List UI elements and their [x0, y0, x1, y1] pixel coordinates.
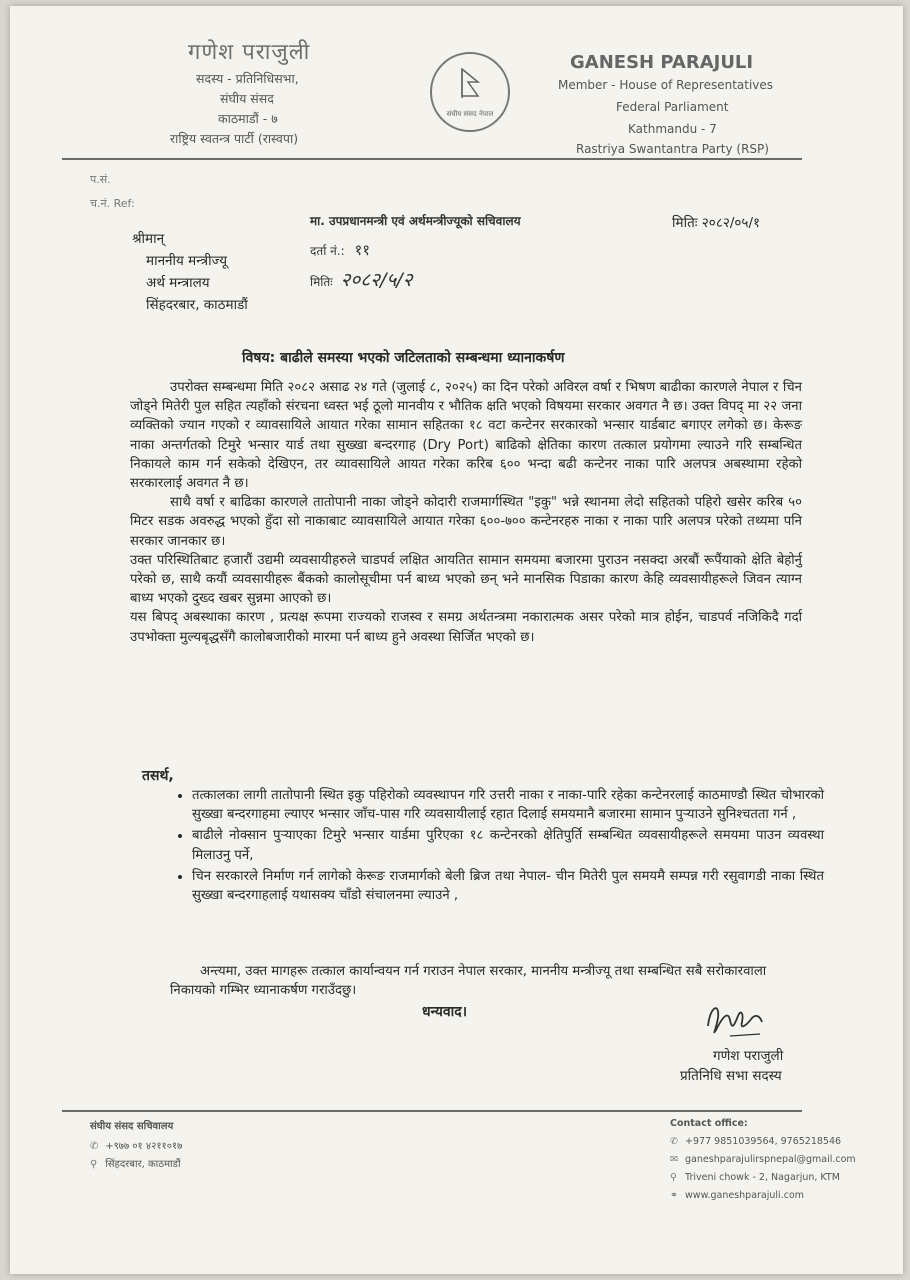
- recipient-line: अर्थ मन्त्रालय: [146, 275, 210, 291]
- letter-body: [130, 378, 802, 647]
- letterhead-nepali-line: संघीय संसद: [220, 91, 274, 106]
- footer-phone-text: +९७७ ०१ ४२११०१७: [105, 1141, 183, 1152]
- contact-email-text: ganeshparajulirspnepal@gmail.com: [685, 1154, 856, 1165]
- letterhead-english-line: Kathmandu - 7: [628, 122, 717, 136]
- body-paragraph: यस बिपद् अबस्थाका कारण , प्रत्यक्ष रूपमा राज्यको राजस्व र समग्र अर्थतन्त्रमा नकारात्मक असर परेको मात्र होईन, चाडपर्व नजिकिदै गर्दा उपभोक्ता मुल्यबृद्धसँगै कालोबजारीको मारमा पर्न बाध्य हुने अवस्था सिर्जित भएको छ।: [130, 610, 802, 645]
- demand-item: • चिन सरकारले निर्माण गर्न लागेको केरूङ राजमार्गको बेली ब्रिज तथा नेपाल- चीन मितेरी पुल समयमै सम्पन्न गरी रसुवागडी नाका स्थित सुख्खा बन्दरगाहलाई यथासक्य चाँडो संचालनमा ल्याउने ,: [192, 867, 824, 905]
- letterhead-nepali-line: सदस्य - प्रतिनिधिसभा,: [196, 71, 299, 86]
- demand-item: • बाढीले नोक्सान पुऱ्याएका टिमुरे भन्सार यार्डमा पुरिएका १८ कन्टेनरको क्षेतिपुर्ति सम्बन्धित व्यवसायीहरूले समयमा पाउन व्यवस्था मिलाउनु पर्ने,: [192, 826, 824, 864]
- letterhead-english-line: Rastriya Swantantra Party (RSP): [576, 142, 769, 156]
- letter-subject: विषय: बाढीले समस्या भएको जटिलताको सम्बन्धमा ध्यानाकर्षण: [242, 350, 565, 366]
- footer-divider: [62, 1110, 802, 1112]
- parliament-emblem: [430, 52, 510, 132]
- demand-list: [170, 786, 824, 907]
- dispatch-number-label: च.नं. Ref:: [90, 197, 135, 210]
- registration-number: ११: [354, 241, 371, 259]
- recipient-line: माननीय मन्त्रीज्यू: [146, 253, 228, 269]
- receipt-stamp-registration: [310, 240, 370, 260]
- registration-label: दर्ता नं.:: [310, 244, 345, 258]
- letterhead-nepali-line: राष्ट्रिय स्वतन्त्र पार्टी (रास्वपा): [170, 131, 299, 146]
- receipt-stamp-date: [310, 266, 413, 292]
- footer-address-text: सिंहदरबार, काठमाडौं: [105, 1159, 181, 1170]
- letterhead-english-line: Federal Parliament: [616, 100, 729, 114]
- emblem-text: संघीय संसद नेपाल: [446, 110, 494, 118]
- receipt-stamp-office: मा. उपप्रधानमन्त्री एवं अर्थमन्त्रीज्यूको सचिवालय: [310, 214, 521, 228]
- footer-address: [90, 1156, 181, 1170]
- contact-email[interactable]: [670, 1154, 856, 1165]
- body-paragraph: उक्त परिस्थितिबाट हजारौं उद्यमी व्यवसायीहरुले चाडपर्व लक्षित आयतित सामान समयमा बजारमा पुराउन नसक्दा अरबौं रूपैंयाको क्षेति बेहोर्नु परेको छ, साथै कयौं व्यवसायीहरू बैंकको कालोसूचीमा पर्न बाध्य भएको छन् भने मानसिक पिडाका कारण केहि व्यवसायीहरूले जिवन त्याग्न बाध्य भएको दुख्द खबर सुन्नमा आएको छ।: [130, 552, 802, 607]
- handwritten-signature: [700, 996, 770, 1044]
- letter-page: [10, 6, 903, 1274]
- receipt-date-value: २०८२/५/२: [340, 269, 413, 291]
- footer-office: संघीय संसद सचिवालय: [90, 1121, 174, 1132]
- phone-icon: ✆: [90, 1141, 99, 1152]
- letterhead-english-name: GANESH PARAJULI: [570, 52, 754, 73]
- contact-phone: [670, 1136, 841, 1147]
- contact-address-text: Triveni chowk - 2, Nagarjun, KTM: [685, 1172, 840, 1183]
- receipt-date-label: मितिः: [310, 275, 333, 289]
- contact-heading: Contact office:: [670, 1118, 748, 1129]
- demand-item: • तत्कालका लागी तातोपानी स्थित इकु पहिरोको व्यवस्थापन गरि उत्तरी नाका र नाका-पारि रहेका कन्टेनरलाई काठमाण्डौ स्थित चोभारको सुख्खा बन्दरगाहमा ल्याएर भन्सार जाँच-पास गरि व्यवसायीलाई रहात दिलाई समयमानै बजारमा सामान पुऱ्याउने सुनिश्चतता गर्न ,: [192, 786, 824, 824]
- signatory-name: गणेश पराजुली: [713, 1048, 784, 1064]
- signatory-title: प्रतिनिधि सभा सदस्य: [680, 1068, 782, 1084]
- mail-icon: ✉: [670, 1154, 678, 1165]
- contact-website[interactable]: [670, 1190, 804, 1201]
- body-paragraph: साथै वर्षा र बाढिका कारणले तातोपानी नाका जोड्ने कोदारी राजमार्गस्थित "इकु" भन्ने स्थानमा लेदो सहितको पहिरो खसेर करिब ५० मिटर सडक अवरुद्ध भएको हुँदा सो नाकाबाट व्यावसायिले आयात गरेका ६००-७०० कन्टेनरहरु नाका र नाका पारि अलपत्र परेको तथ्यमा पनि सरकार जानकार छ।: [130, 495, 802, 549]
- therefore-heading: तसर्थ,: [142, 768, 174, 784]
- location-pin-icon: ⚲: [90, 1159, 98, 1170]
- contact-website-text: www.ganeshparajuli.com: [685, 1190, 805, 1201]
- letterhead-english-line: Member - House of Representatives: [558, 78, 774, 92]
- recipient-line: सिंहदरबार, काठमाडौं: [146, 297, 248, 313]
- closing-paragraph: अन्त्यमा, उक्त मागहरू तत्काल कार्यान्वयन गर्न गराउन नेपाल सरकार, माननीय मन्त्रीज्यू तथा सम्बन्धित सबै सरोकारवाला निकायको गम्भिर ध्यानाकर्षण गराउँदछु।: [170, 964, 767, 999]
- letterhead-nepali-name: गणेश पराजुली: [188, 40, 311, 65]
- phone-icon: ✆: [670, 1136, 678, 1147]
- body-paragraph: उपरोक्त सम्बन्धमा मिति २०८२ असाढ २४ गते (जुलाई ८, २०२५) का दिन परेको अविरल वर्षा र भिषण बाढीका कारणले नेपाल र चिन जोड्ने मितेरी पुल सहित त्यहाँको संरचना ध्वस्त भई ठूलो मानवीय र भौतिक क्षति भएको विषयमा सरकार अवगत नै छ। उक्त विपद् मा २२ जना व्यक्तिको ज्यान गएको र व्यावसायिले आयात गरेका सामान सहितका १८ वटा कन्टेनर सरकारको भन्सार यार्डबाट बगाएर लगेको छ। केरूङ नाका अन्तर्गतको टिमुरे भन्सार यार्ड तथा सुख्खा बन्दरगाह (Dry Port) बाढिको क्षेतिका कारण तत्काल प्रयोगमा ल्याउने गरि सम्बन्धित निकायले काम गर्न सकेको देखिएन, तर व्यावसायिले आयत गरेका करिब ६०० भन्दा बढी कन्टेनर नाका पारि अलपत्र अबस्थामा रहेको सरकारलाई अवगत नै छ।: [130, 380, 802, 492]
- recipient-line: श्रीमान्: [132, 231, 165, 247]
- contact-address: [670, 1172, 840, 1183]
- letterhead-nepali-line: काठमाडौं - ७: [218, 111, 278, 126]
- reference-number-label: प.सं.: [90, 173, 111, 186]
- nepal-flag-icon: [460, 68, 480, 98]
- footer-phone: [90, 1138, 182, 1152]
- letter-date: मितिः २०८२/०५/१: [672, 215, 761, 231]
- header-divider: [62, 158, 802, 160]
- location-pin-icon: ⚲: [670, 1172, 677, 1183]
- thanks-line: धन्यवाद।: [422, 1004, 468, 1020]
- globe-icon: ⚭: [670, 1190, 678, 1201]
- contact-phone-text: +977 9851039564, 9765218546: [685, 1136, 842, 1147]
